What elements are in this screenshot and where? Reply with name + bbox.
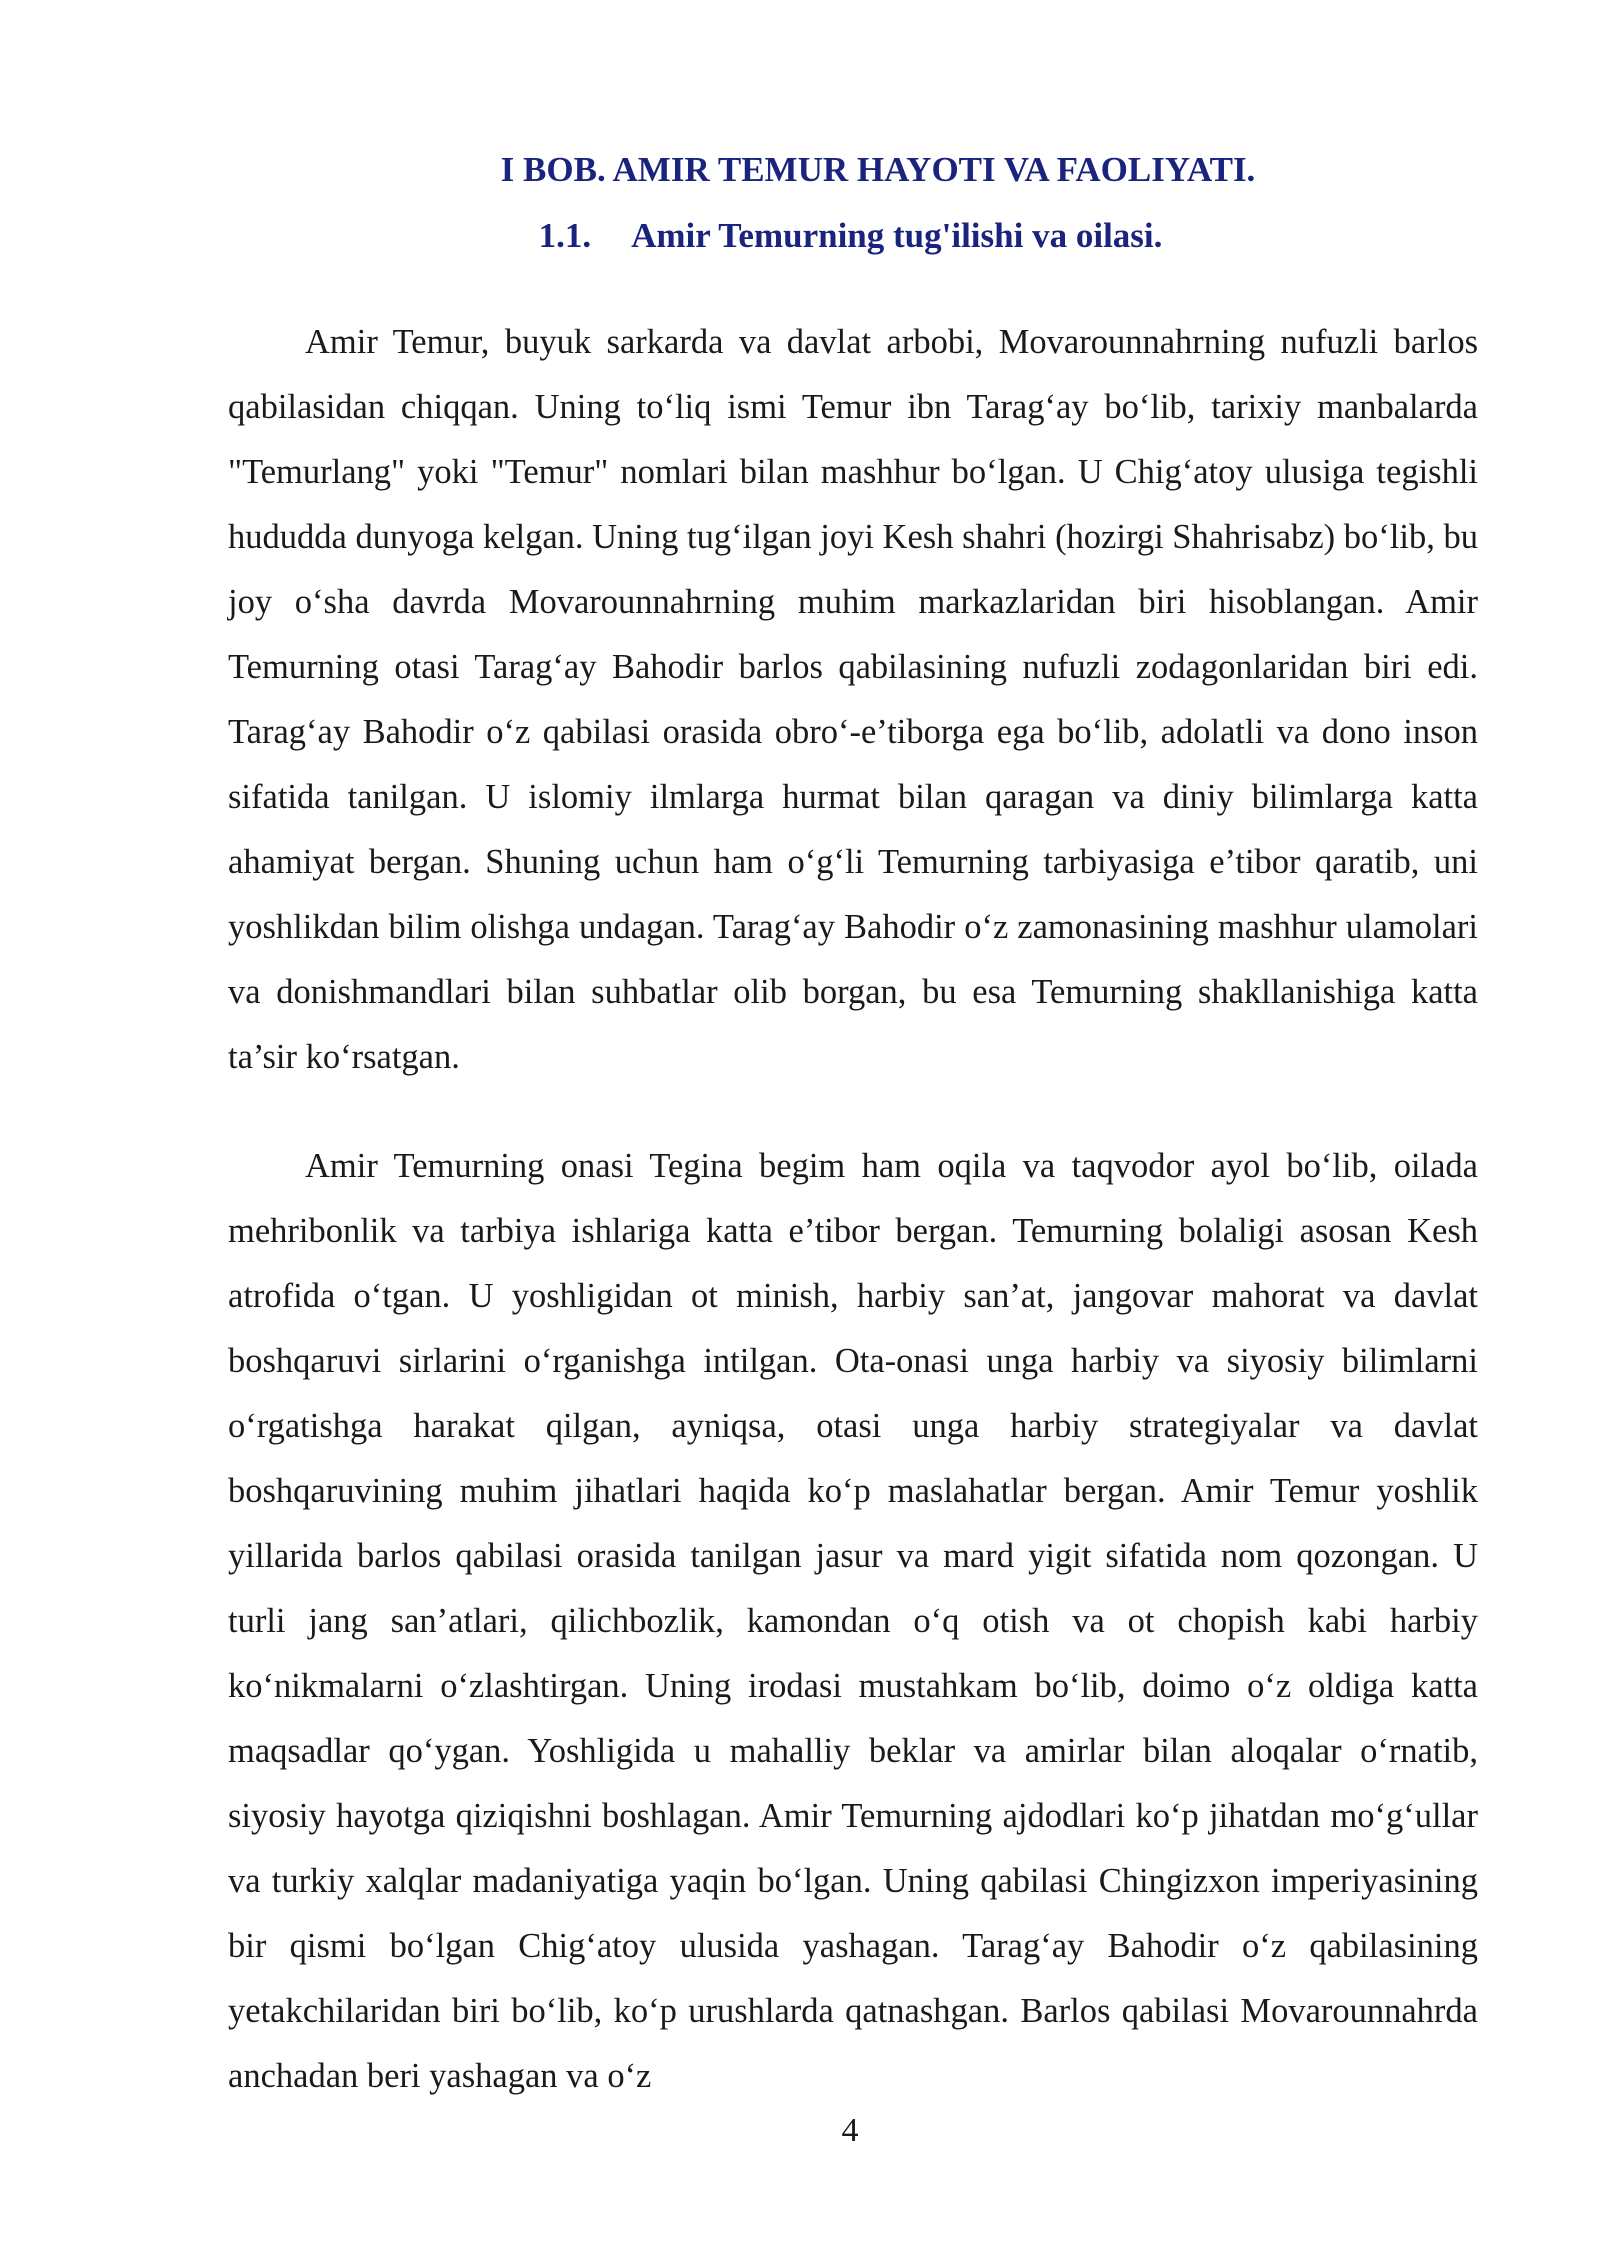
chapter-title: I BOB. AMIR TEMUR HAYOTI VA FAOLIYATI. bbox=[500, 150, 1256, 189]
section-number: 1.1. bbox=[538, 216, 592, 255]
section-title: Amir Temurning tug'ilishi va oilasi. bbox=[631, 216, 1163, 255]
section-heading bbox=[228, 216, 1473, 256]
body-paragraph-2: Amir Temurning onasi Tegina begim ham oqila va taqvodor ayol bo‘lib, oilada mehribonlik va tarbiya ishlariga katta e’tibor bergan. Temurning bolaligi asosan Kesh atrofida o‘tgan. U yoshligidan ot minish, harbiy san’at, jangovar mahorat va davlat boshqaruvi sirlarini o‘rganishga intilgan. Ota-onasi unga harbiy va siyosiy bilimlarni o‘rgatishga harakat qilgan, ayniqsa, otasi unga harbiy strategiyalar va davlat boshqaruvining muhim jihatlari haqida ko‘p maslahatlar bergan. Amir Temur yoshlik yillarida barlos qabilasi orasida tanilgan jasur va mard yigit sifatida nom qozongan. U turli jang san’atlari, qilichbozlik, kamondan o‘q otish va ot chopish kabi harbiy ko‘nikmalarni o‘zlashtirgan. Uning irodasi mustahkam bo‘lib, doimo o‘z oldiga katta maqsadlar qo‘ygan. Yoshligida u mahalliy beklar va amirlar bilan aloqalar o‘rnatib, siyosiy hayotga qiziqishni boshlagan. Amir Temurning ajdodlari ko‘p jihatdan mo‘g‘ullar va turkiy xalqlar madaniyatiga yaqin bo‘lgan. Uning qabilasi Chingizxon imperiyasining bir qismi bo‘lgan Chig‘atoy ulusida yashagan. Tarag‘ay Bahodir o‘z qabilasining yetakchilaridan biri bo‘lib, ko‘p urushlarda qatnashgan. Barlos qabilasi Movarounnahrda anchadan beri yashagan va o‘z bbox=[228, 1147, 1478, 2095]
page-number: 4 bbox=[841, 2112, 859, 2149]
body-paragraph-1: Amir Temur, buyuk sarkarda va davlat arbobi, Movarounnahrning nufuzli barlos qabilasidan chiqqan. Uning to‘liq ismi Temur ibn Tarag‘ay bo‘lib, tarixiy manbalarda "Temurlang" yoki "Temur" nomlari bilan mashhur bo‘lgan. U Chig‘atoy ulusiga tegishli hududda dunyoga kelgan. Uning tug‘ilgan joyi Kesh shahri (hozirgi Shahrisabz) bo‘lib, bu joy o‘sha davrda Movarounnahrning muhim markazlaridan biri hisoblangan. Amir Temurning otasi Tarag‘ay Bahodir barlos qabilasining nufuzli zodagonlaridan biri edi. Tarag‘ay Bahodir o‘z qabilasi orasida obro‘-e’tiborga ega bo‘lib, adolatli va dono inson sifatida tanilgan. U islomiy ilmlarga hurmat bilan qaragan va diniy bilimlarga katta ahamiyat bergan. Shuning uchun ham o‘g‘li Temurning tarbiyasiga e’tibor qaratib, uni yoshlikdan bilim olishga undagan. Tarag‘ay Bahodir o‘z zamonasining mashhur ulamolari va donishmandlari bilan suhbatlar olib borgan, bu esa Temurning shakllanishiga katta ta’sir ko‘rsatgan. bbox=[228, 323, 1478, 1076]
